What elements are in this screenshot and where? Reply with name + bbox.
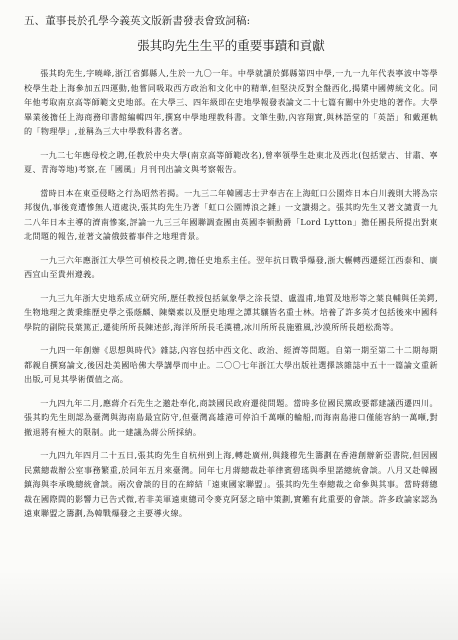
document-subtitle: 張其昀先生生平的重要事蹟和貢獻 bbox=[137, 38, 325, 53]
paragraph-early-life: 張其昀先生,字曉峰,浙江省鄞縣人,生於一九〇一年。中學就讀於鄞縣第四中學,一九一九年代表寧波中等學校學生赴上海參加五四運動,他嘗同吸取西方政治和文化中的精華,但堅決反對全盤西化,揭橥中國傳統文化。同年他考取南京高等師範文史地部。在大學三、四年級即在史地學報發表論文二十七篇有關中外史地的著作。大學畢業後擔任上海商務印書館編輯四年,撰寫中學地理教科書。文筆生動,內容翔實,與林語堂的「英語」和戴運軌的「物理學」,並稱為三大中學教科書名著。 bbox=[24, 68, 438, 136]
paragraph-anti-japan-writings: 當時日本在東亞侵略之行為昭然若揭。一九三二年韓國志士尹奉吉在上海虹口公園炸日本白川義則大將為宗邦復仇,事後竟遭慘無人道處決,張其昀先生乃著「虹口公園博浪之錘」一文讚揚之。張其昀先生又著文譴責一九二八年日本主導的濟南慘案,評論一九三三年國聯調查團由英國李頓勳爵「Lord Lytton」擔任團長所提出對東北問題的報告,並著文論俄鼓蓄事件之地理背景。 bbox=[24, 187, 438, 241]
paragraph-thought-and-time: 一九四一年創辦《思想與時代》雜誌,內容包括中西文化、政治、經濟等問題。自第一期至第二十二期每期都親自撰寫論文,後因赴美國哈佛大學講學而中止。二〇〇七年浙江大學出版社選擇該雜誌中五十一篇論文重新出版,可見其學術價值之高。 bbox=[24, 345, 438, 384]
paragraph-1949-april: 一九四九年四月二十五日,張其昀先生自杭州到上海,轉赴廣州,與錢穆先生籌劃在香港創辦新亞書院,但因國民黨總裁辦公室事務繁重,於同年五月來臺灣。同年七月蔣總裁赴菲律賓碧瑤與季里諾總統會談。八月又赴韓國鎮海與李承晚總統會談。兩次會談的目的在締結「遠東國家聯盟」。張其昀先生奉總裁之命參與其事。當時蔣總裁在國際間的影響力已告式微,若非美軍遠東總司令麥克阿瑟之暗中策劃,實難有此重要的會談。許多政論家認為遠東聯盟之籌劃,為韓戰爆發之主要導火線。 bbox=[24, 450, 438, 518]
paragraph-1949-february: 一九四九年二月,應蔣介石先生之邀赴奉化,商談國民政府遷徙問題。當時多位國民黨政要都建議西遷四川。張其昀先生則認為臺灣與海南島最宜防守,但臺灣高雄港可停泊千萬噸的輪船,而海南島港口僅能容納一萬噸,對撤退將有極大的限制。此一建議為蔣公所採納。 bbox=[24, 397, 438, 437]
paragraph-zhejiang-university: 一九三六年應浙江大學竺可楨校長之聘,擔任史地系主任。翌年抗日戰爭爆發,浙大輾轉西遷經江西泰和、廣西宜山至貴州遵義。 bbox=[24, 254, 438, 279]
paragraph-central-university: 一九二七年應母校之聘,任教於中央大學(南京高等師範改名),曾率領學生赴東北及西北(包括蒙古、甘肅、寧夏、青海等地)考察,在「國風」月刊刊出論文與考察報告。 bbox=[24, 149, 438, 174]
scan-shading bbox=[0, 570, 458, 640]
paragraph-research-institute: 一九三九年浙大史地系成立研究所,歷任教授包括氣象學之涂長望、盧溫甫,地質及地形等之葉良輔與任美鍔,生物地理之黃秉維歷史學之張蔭麟、陳樂素以及歷史地理之譚其驤皆名重士林。培養了許多英才包括後來中國科學院的副院長葉篤正,遷徙所所長陳述彭,海洋所所長毛漢禮,冰川所所長施雅風,沙漠所所長趙松喬等。 bbox=[24, 292, 438, 332]
section-heading: 五、董事長於孔學今義英文版新書發表會致詞稿: bbox=[24, 15, 251, 27]
